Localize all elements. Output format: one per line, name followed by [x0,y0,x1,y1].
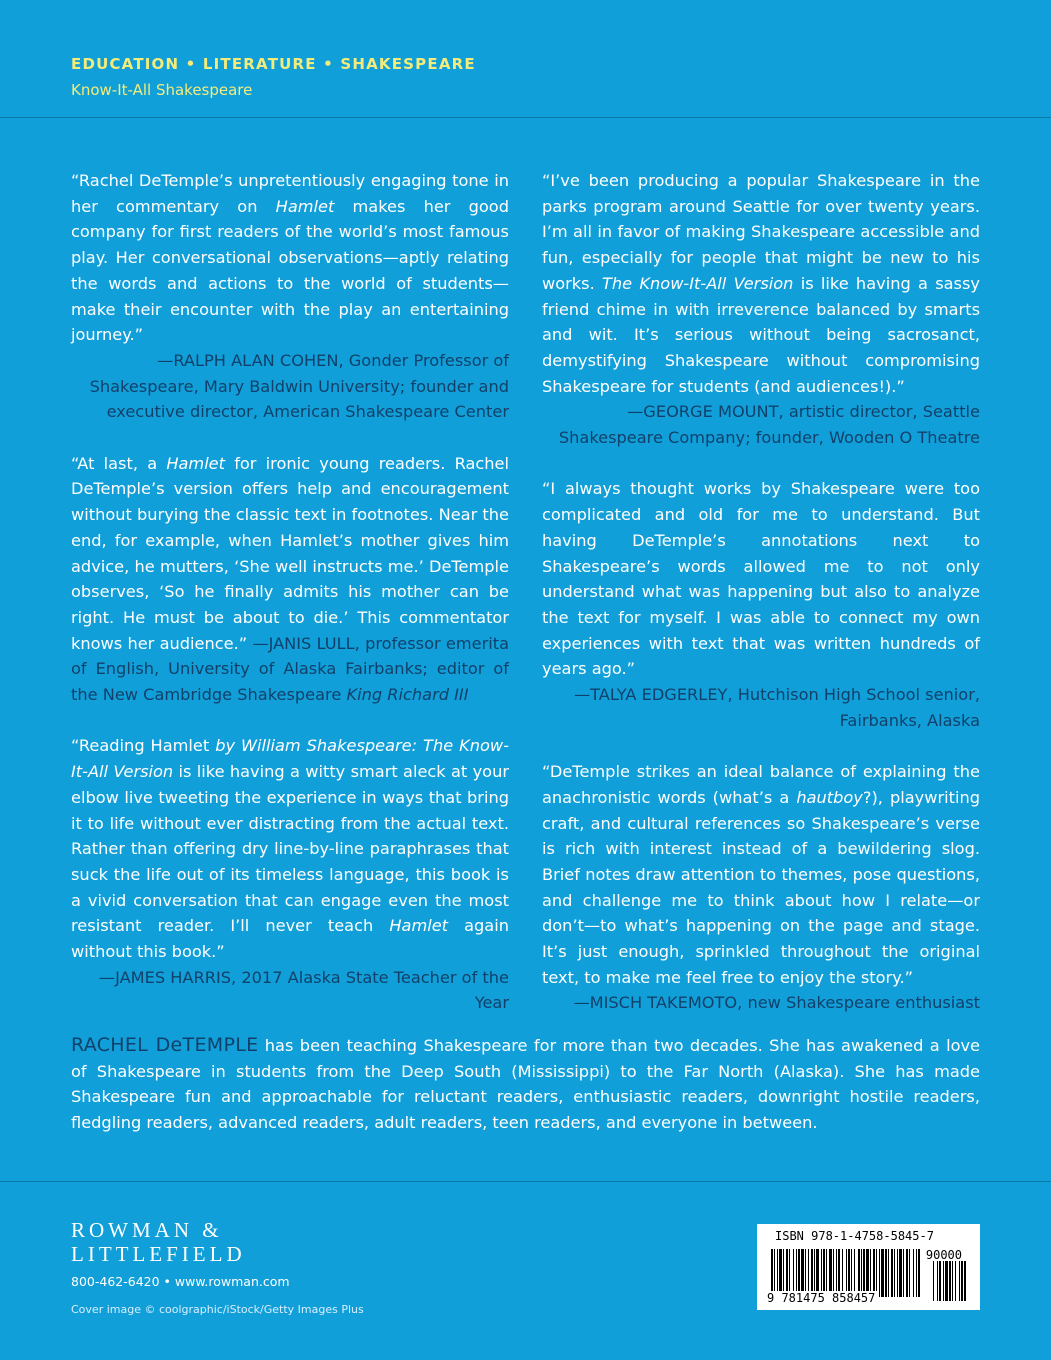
barcode-bar [888,1249,889,1297]
barcode-addon-bar [959,1261,960,1301]
barcode-bar [838,1249,840,1297]
bottom-divider [0,1181,1051,1182]
barcode-bar [774,1249,775,1297]
barcode-addon-bar [943,1261,944,1301]
barcode-bar [870,1249,871,1297]
barcode-bar [793,1249,794,1297]
barcode-bar [894,1249,895,1297]
barcode-addon-bar [952,1261,953,1301]
barcode-bar [903,1249,904,1297]
barcode-bar [821,1249,822,1297]
attribution-mount: —GEORGE MOUNT, artistic director, Seattle Shakespeare Company; founder, Wooden O Theatre [558,402,980,448]
barcode-bar [779,1249,782,1297]
top-divider [0,117,1051,118]
category-line: EDUCATION • LITERATURE • SHAKESPEARE [71,55,476,73]
barcode-bar [881,1249,884,1297]
barcode-bar [826,1249,827,1297]
barcode-digits: 9 781475 858457 [767,1291,876,1305]
barcode-bar [814,1249,815,1297]
isbn-number: ISBN 978-1-4758-5845-7 [775,1229,934,1243]
barcode-bar [842,1249,843,1297]
barcode-bar [829,1249,832,1297]
barcode-addon-bar [964,1261,966,1301]
barcode-bar [789,1249,790,1297]
header [71,55,476,99]
barcode-bar [918,1249,920,1297]
attribution-lull: —JANIS LULL, professor emerita of English, University of Alaska Fairbanks; editor of the New Cambridge Shakespeare King Richard III [71,633,509,705]
barcode-addon-bar [949,1261,951,1301]
barcode-bar [863,1249,865,1297]
barcode-bar [786,1249,788,1297]
barcode-bar [897,1249,898,1297]
publisher-contact: 800-462-6420 • www.rowman.com [71,1274,290,1289]
barcode-bar [833,1249,834,1297]
author-bio: RACHEL DeTEMPLE has been teaching Shakespeare for more than two decades. She has awakened a love of Shakespeare in students from the Deep South (Mississippi) to the Far North (Alaska). She has made Shakespeare fun and approachable for reluctant readers, enthusiastic readers, downright hostile readers, fledgling readers, advanced readers, adult readers, teen readers, and everyone in between. [71,1034,981,1133]
barcode-bar [846,1249,847,1297]
barcode-bar [858,1249,860,1297]
barcode-addon-bar [939,1261,941,1301]
price-code: 90000 [925,1248,962,1262]
barcode-bar [805,1249,806,1297]
barcode-addon-bar [933,1261,934,1301]
barcode-addon-bar [961,1261,963,1301]
attribution-harris: —JAMES HARRIS, 2017 Alaska State Teacher of the Year [98,967,509,1013]
barcode-bar [798,1249,800,1297]
publisher-block [71,1218,290,1289]
isbn-barcode [757,1224,980,1310]
barcode-bar [823,1249,825,1297]
barcode-bar [777,1249,778,1297]
barcode-bar [854,1249,855,1297]
barcode-bar [891,1249,893,1297]
quote-takemoto: “DeTemple strikes an ideal balance of explaining the anachronistic words (what’s a hautboy?), playwriting craft, and cultural references so Shakespeare’s verse is rich with interest instead of a bewildering slog. Brief notes draw attention to themes, pose questions, and challenge me to think about how I relate—or don’t—to what’s happening on the page and stage. It’s just enough, sprinkled throughout the original text, to make me feel free to enjoy the story.” [542,762,981,987]
barcode-bar [879,1249,880,1297]
barcode-bar [808,1249,809,1297]
quotes-right-column [542,168,980,1016]
quote-cohen: “Rachel DeTemple’s unpretentiously engaging tone in her commentary on Hamlet makes her good company for first readers of the world’s most famous play. Her conversational observations—aptly relating the words and actions to the world of students—make their encounter with the play an entertaining journey.” [71,171,509,345]
barcode-bar [906,1249,908,1297]
attribution-edgerley: —TALYA EDGERLEY, Hutchison High School senior, Fairbanks, Alaska [573,685,980,730]
barcode-bar [876,1249,877,1297]
barcode-addon-bar [937,1261,938,1301]
barcode-bar [783,1249,784,1297]
barcode-bar [851,1249,852,1297]
cover-credit: Cover image © coolgraphic/iStock/Getty Images Plus [71,1303,364,1316]
barcode-addon-bar [955,1261,956,1301]
barcode-bar [913,1249,914,1297]
barcode-bar [861,1249,862,1297]
barcode-bar [801,1249,804,1297]
barcode-bar [909,1249,910,1297]
barcode-bar [873,1249,875,1297]
barcode-bar [836,1249,837,1297]
barcode-bar [816,1249,819,1297]
quote-lull: “At last, a Hamlet for ironic young readers. Rachel DeTemple’s version offers help and encouragement without burying the classic text in footnotes. Near the end, for example, when Hamlet’s mother gives him advice, he mutters, ‘She well instructs me.’ DeTemple observes, ‘So he finally admits his mother can be right. He must be about to die.’ This commentator knows her audience.” —JANIS LULL, professor emerita of English, University of Alaska Fairbanks; editor of the New Cambridge Shakespeare King Richard III [71,453,509,705]
quote-mount: “I’ve been producing a popular Shakespeare in the parks program around Seattle for over twenty years. I’m all in favor of making Shakespeare accessible and fun, especially for people that might be new to his works. The Know-It-All Version is like having a sassy friend chime in with irreverence balanced by smarts and wit. It’s serious without being sacrosanct, demystifying Shakespeare without compromising Shakespeare for students (and audiences!).” [542,171,980,396]
barcode-bar [885,1249,887,1297]
quotes-left-column [71,168,509,1016]
publisher-logo: ROWMAN & LITTLEFIELD [71,1218,246,1266]
series-name: Know-It-All Shakespeare [71,81,253,99]
barcode-bar [916,1249,917,1297]
barcode-bar [796,1249,797,1297]
attribution-takemoto: —MISCH TAKEMOTO, new Shakespeare enthusiast [573,993,980,1013]
author-name: RACHEL DeTEMPLE [71,1034,259,1056]
barcode-bar [866,1249,869,1297]
barcode-addon-bar [945,1261,948,1301]
barcode-bar [899,1249,902,1297]
barcode-bar [811,1249,813,1297]
barcode-bar [848,1249,850,1297]
barcode-bar [771,1249,773,1297]
quote-edgerley: “I always thought works by Shakespeare were too complicated and old for me to understand. But having DeTemple’s annotations next to Shakespeare’s words allowed me to not only understand what was happening but also to analyze the text for myself. I was able to connect my own experiences with text that was written hundreds of years ago.” [542,479,980,679]
attribution-cohen: —RALPH ALAN COHEN, Gonder Professor of Shakespeare, Mary Baldwin University; founder and executive director, American Shakespeare Center [89,350,509,422]
quote-harris: “Reading Hamlet by William Shakespeare: The Know-It-All Version is like having a witty smart aleck at your elbow live tweeting the experience in ways that bring it to life without ever distracting from the actual text. Rather than offering dry line-by-line paraphrases that suck the life out of its timeless language, this book is a vivid conversation that can engage even the most resistant reader. I’ll never teach Hamlet again without this book.” [71,736,509,962]
